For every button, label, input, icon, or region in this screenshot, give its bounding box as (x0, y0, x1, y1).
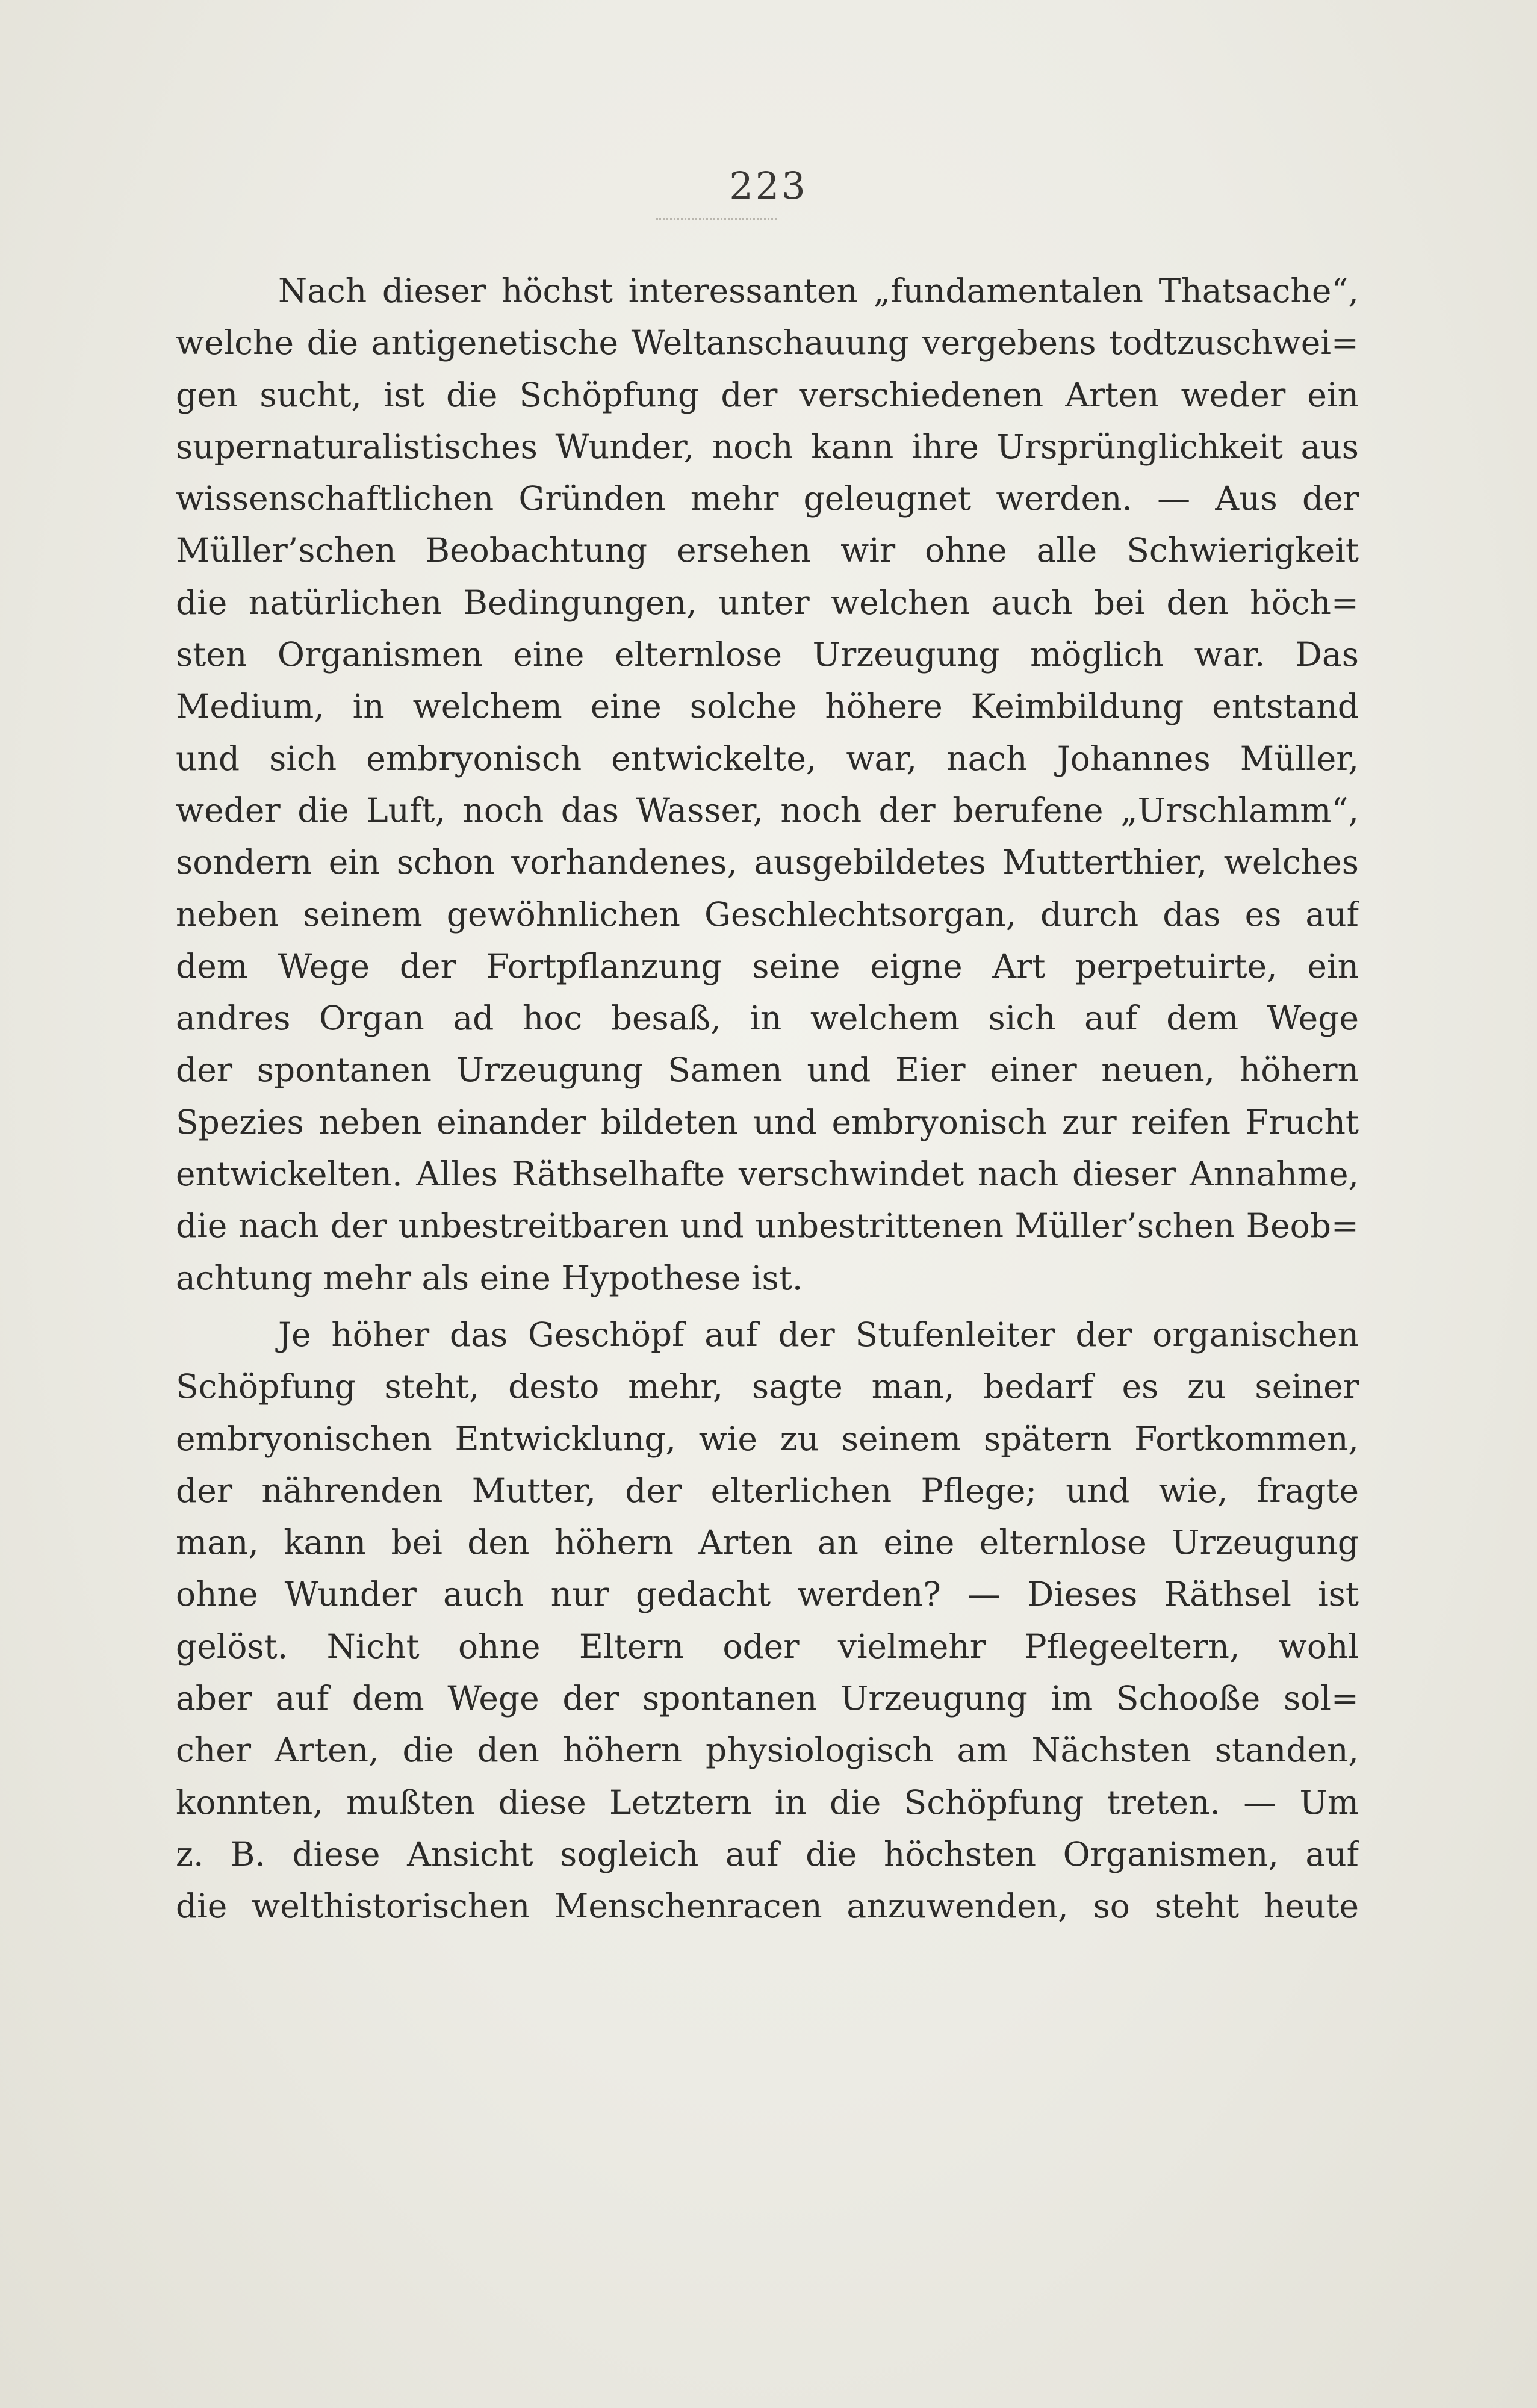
text-line: achtung mehr als eine Hypothese ist. (176, 1258, 803, 1297)
text-line: die welthistorischen Menschenracen anzuwenden, so steht heute (176, 1887, 1359, 1926)
text-line: Medium, in welchem eine solche höhere Keimbildung entstand (176, 687, 1359, 726)
text-line: der spontanen Urzeugung Samen und Eier einer neuen, höhern (176, 1050, 1359, 1090)
text-line: z. B. diese Ansicht sogleich auf die höchsten Organismen, auf (176, 1834, 1359, 1873)
text-line: aber auf dem Wege der spontanen Urzeugung im Schooße sol= (176, 1679, 1359, 1718)
text-line: Müller’schen Beobachtung ersehen wir ohne alle Schwierigkeit (176, 531, 1359, 570)
text-line: ohne Wunder auch nur gedacht werden? — Dieses Räthsel ist (176, 1575, 1359, 1614)
header-ornament-rule (656, 218, 777, 220)
paragraph-gap (176, 1304, 1359, 1309)
text-line: gelöst. Nicht ohne Eltern oder vielmehr Pflegeeltern, wohl (176, 1627, 1359, 1666)
text-line: sten Organismen eine elternlose Urzeugung möglich war. Das (176, 635, 1359, 674)
paragraph-2 (176, 1309, 1359, 1932)
text-line: neben seinem gewöhnlichen Geschlechtsorgan, durch das es auf (176, 895, 1359, 934)
text-line: Schöpfung steht, desto mehr, sagte man, bedarf es zu seiner (176, 1367, 1359, 1406)
page-number: 223 (729, 164, 808, 208)
text-line: gen sucht, ist die Schöpfung der verschiedenen Arten weder ein (176, 375, 1359, 414)
text-line: konnten, mußten diese Letztern in die Schöpfung treten. — Um (176, 1783, 1359, 1822)
text-line: man, kann bei den höhern Arten an eine elternlose Urzeugung (176, 1523, 1359, 1562)
text-line: und sich embryonisch entwickelte, war, nach Johannes Müller, (176, 739, 1359, 778)
text-line: andres Organ ad hoc besaß, in welchem sich auf dem Wege (176, 999, 1359, 1038)
text-line: der nährenden Mutter, der elterlichen Pflege; und wie, fragte (176, 1471, 1359, 1510)
text-line: Je höher das Geschöpf auf der Stufenleiter der organischen (278, 1315, 1359, 1354)
text-line: welche die antigenetische Weltanschauung vergebens todtzuschwei= (176, 323, 1359, 362)
text-line: supernaturalistisches Wunder, noch kann ihre Ursprünglichkeit aus (176, 427, 1359, 466)
text-line: dem Wege der Fortpflanzung seine eigne Art perpetuirte, ein (176, 946, 1359, 985)
text-line: wissenschaftlichen Gründen mehr geleugnet werden. — Aus der (176, 479, 1359, 518)
text-line: weder die Luft, noch das Wasser, noch der berufene „Urschlamm“, (176, 790, 1359, 830)
text-line: entwickelten. Alles Räthselhafte verschwindet nach dieser Annahme, (176, 1155, 1359, 1194)
text-line: die natürlichen Bedingungen, unter welchen auch bei den höch= (176, 583, 1359, 622)
text-line: cher Arten, die den höhern physiologisch am Nächsten standen, (176, 1731, 1359, 1770)
text-line: Spezies neben einander bildeten und embryonisch zur reifen Frucht (176, 1102, 1359, 1141)
text-line: embryonischen Entwicklung, wie zu seinem spätern Fortkommen, (176, 1419, 1359, 1458)
text-line: die nach der unbestreitbaren und unbestrittenen Müller’schen Beob= (176, 1206, 1359, 1246)
body-text (176, 265, 1359, 1932)
text-line: Nach dieser höchst interessanten „fundamentalen Thatsache“, (278, 272, 1359, 310)
text-line: sondern ein schon vorhandenes, ausgebildetes Mutterthier, welches (176, 843, 1359, 882)
paragraph-1 (176, 265, 1359, 1304)
